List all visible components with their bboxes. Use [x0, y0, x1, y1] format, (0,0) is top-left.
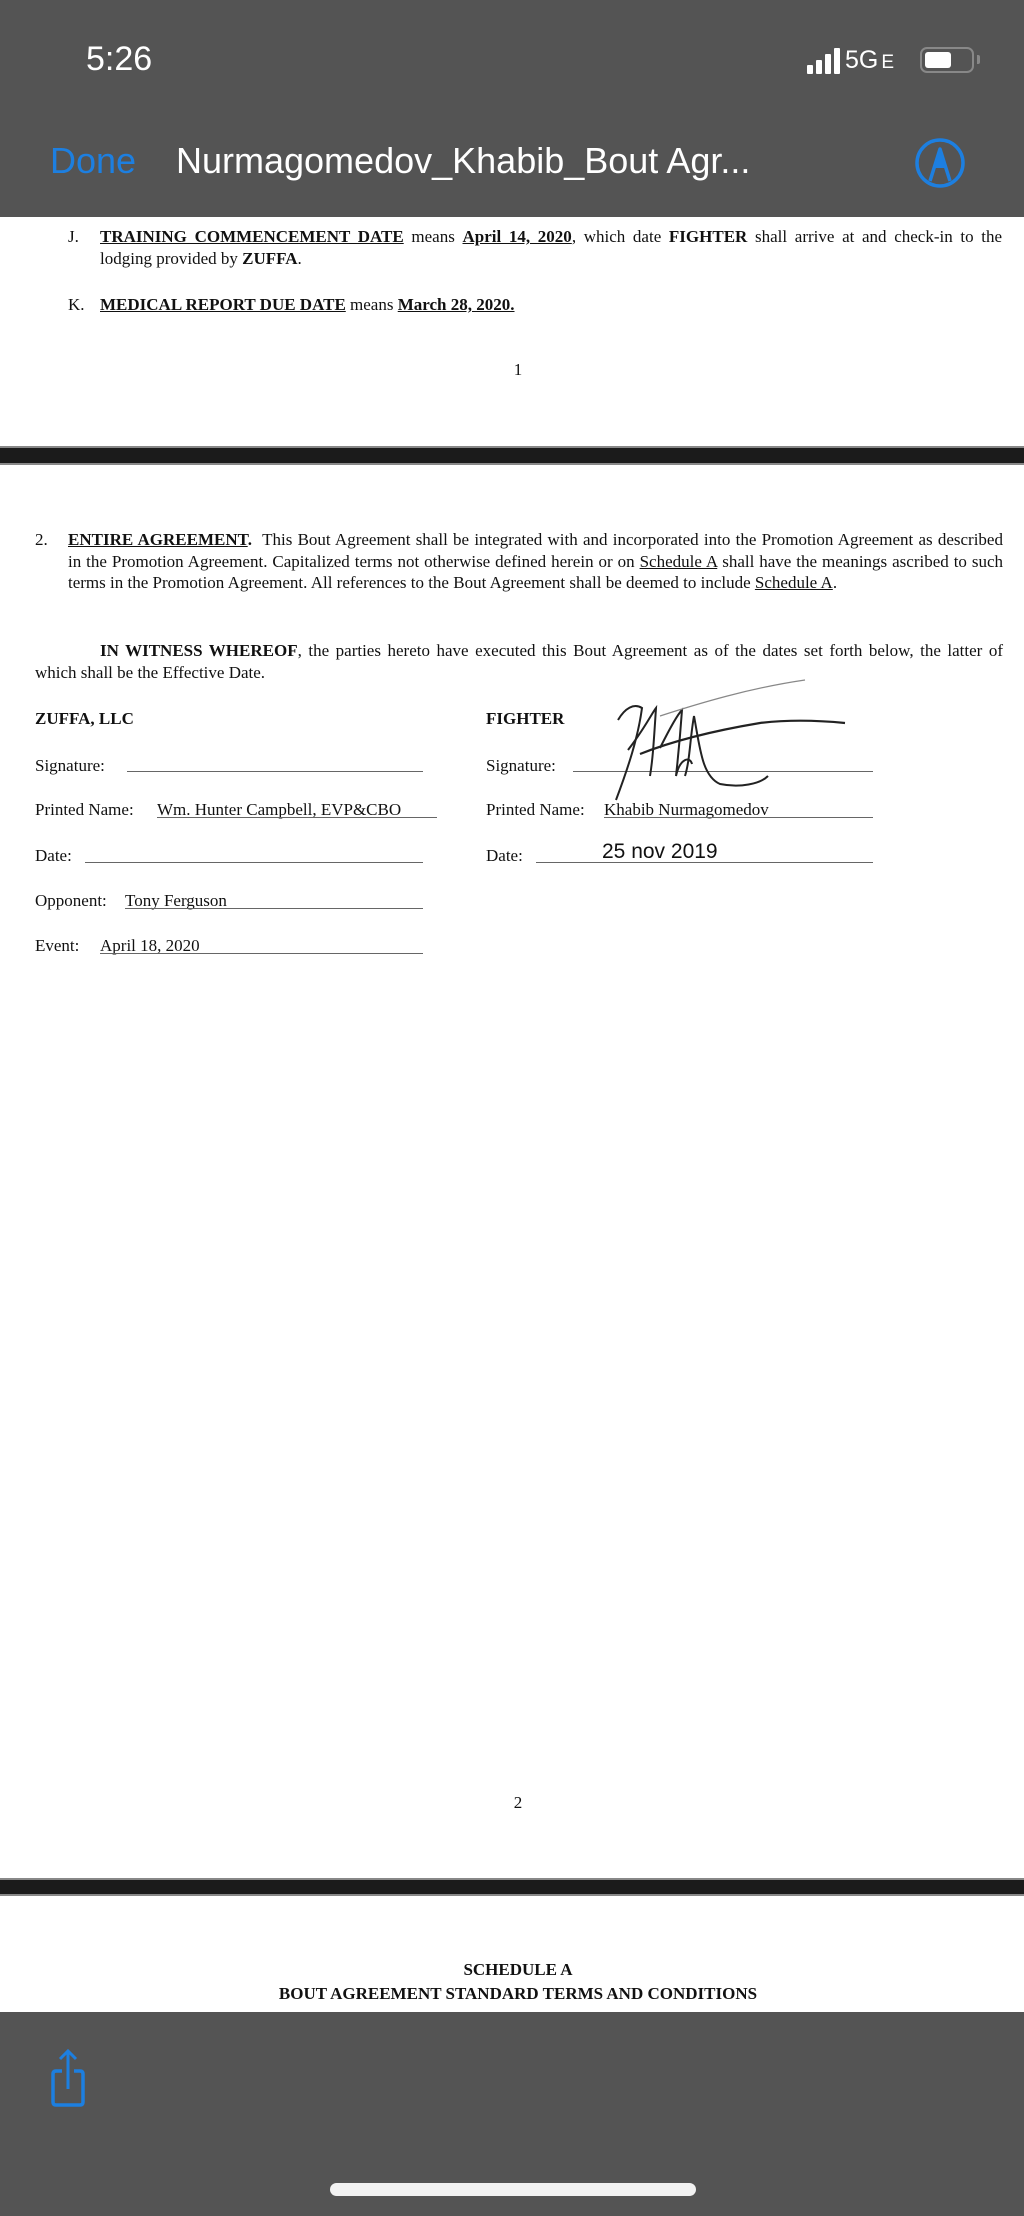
section-2-text — [68, 529, 1003, 594]
document-title: Nurmagomedov_Khabib_Bout Agr... — [176, 140, 751, 181]
training-commencement-term: TRAINING COMMENCEMENT DATE — [100, 227, 404, 246]
item-j-marker: J. — [68, 227, 79, 246]
means-word: means — [411, 227, 455, 246]
punct: . — [832, 573, 838, 592]
fighter-term: FIGHTER — [668, 227, 748, 246]
event-line — [100, 953, 423, 954]
zuffa-printed-name-line — [157, 817, 437, 818]
page-separator — [0, 446, 1024, 465]
text-segment: This Bout Agreement shall be integrated with and incorporated into the Promotion Agreement as described in the Promotion Agreement. Capitalized terms not otherwise defined herein or on — [68, 530, 1003, 571]
standard-terms-heading: BOUT AGREEMENT STANDARD TERMS AND CONDITIONS — [278, 1984, 758, 2003]
zuffa-date-line — [85, 862, 423, 863]
battery-nub — [977, 55, 980, 64]
opponent-label: Opponent: — [35, 891, 107, 910]
opponent-line — [125, 908, 423, 909]
section-2-marker: 2. — [35, 530, 48, 549]
page-number-2: 2 — [513, 1793, 523, 1812]
means-word: means — [350, 295, 394, 314]
network-indicator — [845, 46, 894, 75]
fighter-printed-name-label: Printed Name: — [486, 800, 585, 819]
fighter-date-value: 25 nov 2019 — [602, 840, 718, 863]
item-j-text — [100, 226, 1002, 270]
text-segment: shall arrive at and check-in to the lodging provided by — [100, 227, 1003, 268]
text-segment: , which date — [571, 227, 662, 246]
fighter-party-name: FIGHTER — [486, 709, 565, 728]
item-k-text — [100, 294, 515, 316]
markup-pen-icon[interactable] — [914, 137, 966, 189]
training-date: April 14, 2020 — [462, 227, 572, 246]
zuffa-printed-name-label: Printed Name: — [35, 800, 134, 819]
fighter-date-line — [536, 862, 873, 863]
punct: . — [297, 249, 302, 268]
zuffa-date-label: Date: — [35, 846, 72, 865]
text-segment: shall have the meanings ascribed to such terms in the Promotion Agreement. All references to the Bout Agreement shall be deemed to include — [68, 551, 1004, 592]
header — [0, 0, 1024, 217]
opponent-value: Tony Ferguson — [125, 891, 227, 910]
medical-report-term: MEDICAL REPORT DUE DATE — [100, 295, 346, 314]
page-separator — [0, 1878, 1024, 1896]
item-k-marker: K. — [68, 295, 85, 314]
network-type: 5G — [845, 46, 879, 74]
zuffa-signature-label: Signature: — [35, 756, 105, 775]
witness-lead: IN WITNESS WHEREOF — [100, 641, 298, 660]
zuffa-term: ZUFFA — [242, 249, 298, 268]
schedule-a-heading: SCHEDULE A — [463, 1960, 573, 1979]
fighter-signature-label: Signature: — [486, 756, 556, 775]
punct: . — [247, 530, 252, 549]
zuffa-signature-line — [127, 771, 423, 772]
schedule-a-link: Schedule A — [754, 573, 833, 592]
home-indicator[interactable] — [330, 2183, 696, 2196]
witness-text: , the parties hereto have executed this Bout Agreement as of the dates set forth below, the latter of which shall be the Effective Date. — [35, 641, 1003, 682]
schedule-a-link: Schedule A — [639, 551, 718, 571]
zuffa-party-name: ZUFFA, LLC — [35, 709, 134, 728]
signal-icon — [807, 48, 843, 74]
page-number-1: 1 — [513, 360, 523, 379]
status-time: 5:26 — [86, 40, 153, 78]
zuffa-printed-name-value: Wm. Hunter Campbell, EVP&CBO — [157, 800, 402, 819]
event-label: Event: — [35, 936, 80, 955]
entire-agreement-heading: ENTIRE AGREEMENT — [68, 530, 248, 549]
battery-icon — [920, 47, 974, 73]
share-icon[interactable] — [50, 2047, 86, 2109]
network-suffix: E — [881, 52, 895, 73]
done-button[interactable]: Done — [50, 140, 137, 181]
fighter-printed-name-line — [604, 817, 873, 818]
medical-report-date: March 28, 2020. — [397, 295, 515, 314]
event-value: April 18, 2020 — [100, 936, 200, 955]
fighter-signature-image — [590, 668, 890, 808]
fighter-date-label: Date: — [486, 846, 523, 865]
fighter-printed-name-value: Khabib Nurmagomedov — [604, 800, 769, 819]
